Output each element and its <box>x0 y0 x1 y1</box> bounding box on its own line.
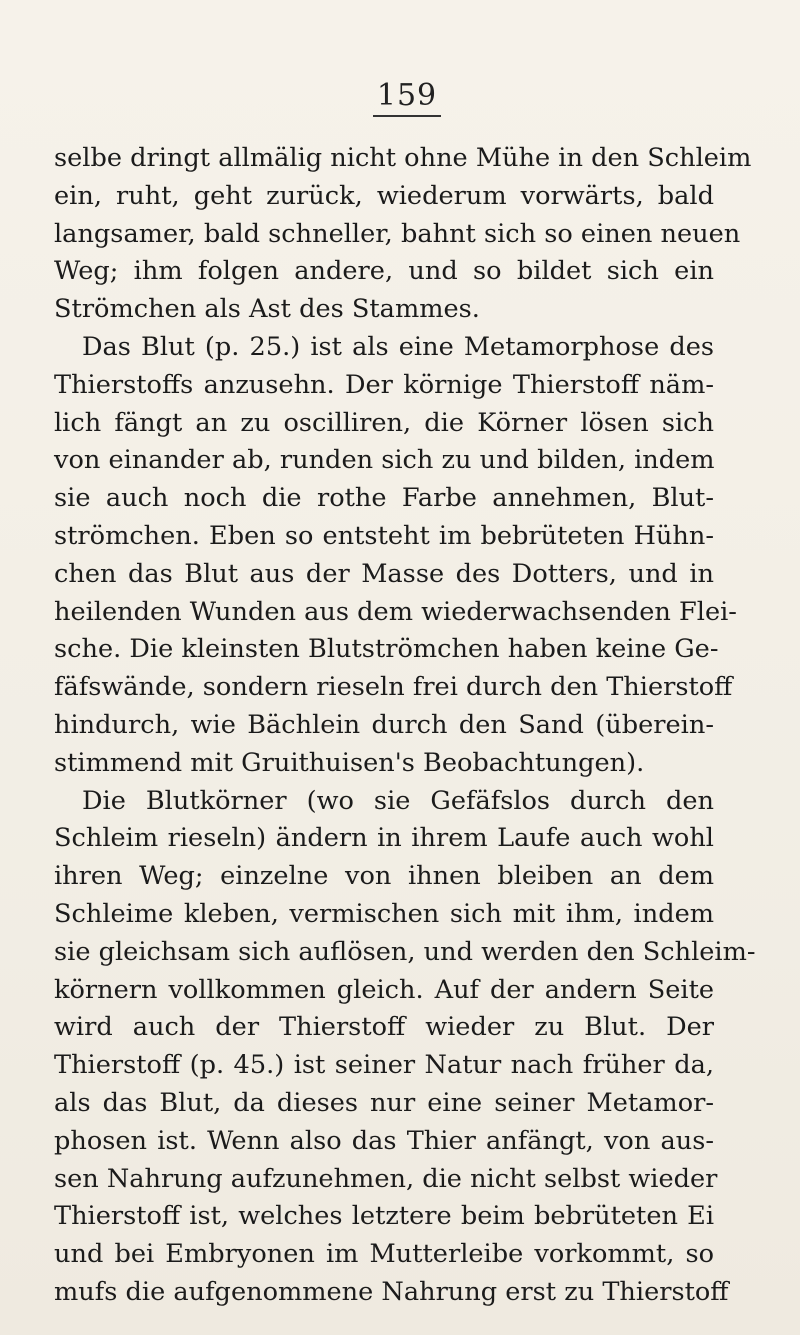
text-line: hindurch, wie Bächlein durch den Sand (überein- <box>54 709 714 740</box>
text-line: strömchen. Eben so entsteht im bebrüteten Hühn- <box>54 520 714 551</box>
text-line: Weg; ihm folgen andere, und so bildet sich ein <box>54 256 714 287</box>
text-line: lich fängt an zu oscilliren, die Körner lösen sich <box>54 407 714 438</box>
text-line: ihren Weg; einzelne von ihnen bleiben an dem <box>54 861 714 892</box>
text-line: sie auch noch die rothe Farbe annehmen, Blut- <box>54 483 714 514</box>
body-text <box>54 140 756 1312</box>
text-line: Schleime kleben, vermischen sich mit ihm, indem <box>54 898 714 929</box>
text-line: körnern vollkommen gleich. Auf der andern Seite <box>54 974 714 1005</box>
text-line: mufs die aufgenommene Nahrung erst zu Thierstoff <box>54 1276 729 1307</box>
text-line: ein, ruht, geht zurück, wiederum vorwärts, bald <box>54 180 714 211</box>
text-line: Thierstoff (p. 45.) ist seiner Natur nach früher da, <box>54 1050 714 1081</box>
text-line: Thierstoffs anzusehn. Der körnige Thierstoff näm- <box>54 369 714 400</box>
text-line: fäfswände, sondern rieseln frei durch den Thierstoff <box>54 672 733 703</box>
text-line: heilenden Wunden aus dem wiederwachsenden Flei- <box>54 596 737 627</box>
page-number: 159 <box>0 78 800 117</box>
text-line: Strömchen als Ast des Stammes. <box>54 294 480 325</box>
text-line: als das Blut, da dieses nur eine seiner Metamor- <box>54 1087 714 1118</box>
text-line: stimmend mit Gruithuisen's Beobachtungen). <box>54 747 645 778</box>
text-line: sen Nahrung aufzunehmen, die nicht selbst wieder <box>54 1163 718 1194</box>
text-line: langsamer, bald schneller, bahnt sich so einen neuen <box>54 218 741 249</box>
text-line: wird auch der Thierstoff wieder zu Blut. Der <box>54 1012 714 1043</box>
text-line: selbe dringt allmälig nicht ohne Mühe in den Schleim <box>54 143 752 173</box>
text-line: Die Blutkörner (wo sie Gefäfslos durch den <box>82 785 714 816</box>
text-line: Das Blut (p. 25.) ist als eine Metamorphose des <box>82 331 714 362</box>
text-line: sche. Die kleinsten Blutströmchen haben keine Ge- <box>54 634 719 665</box>
text-line: Schleim rieseln) ändern in ihrem Laufe auch wohl <box>54 823 714 854</box>
text-line: chen das Blut aus der Masse des Dotters, und in <box>54 558 714 589</box>
text-line: sie gleichsam sich auflösen, und werden den Schleim- <box>54 936 756 967</box>
text-line: Thierstoff ist, welches letztere beim bebrüteten Ei <box>54 1201 714 1232</box>
text-line: und bei Embryonen im Mutterleibe vorkommt, so <box>54 1239 714 1270</box>
text-line: von einander ab, runden sich zu und bilden, indem <box>54 445 715 476</box>
text-line: phosen ist. Wenn also das Thier anfängt, von aus- <box>54 1125 714 1156</box>
